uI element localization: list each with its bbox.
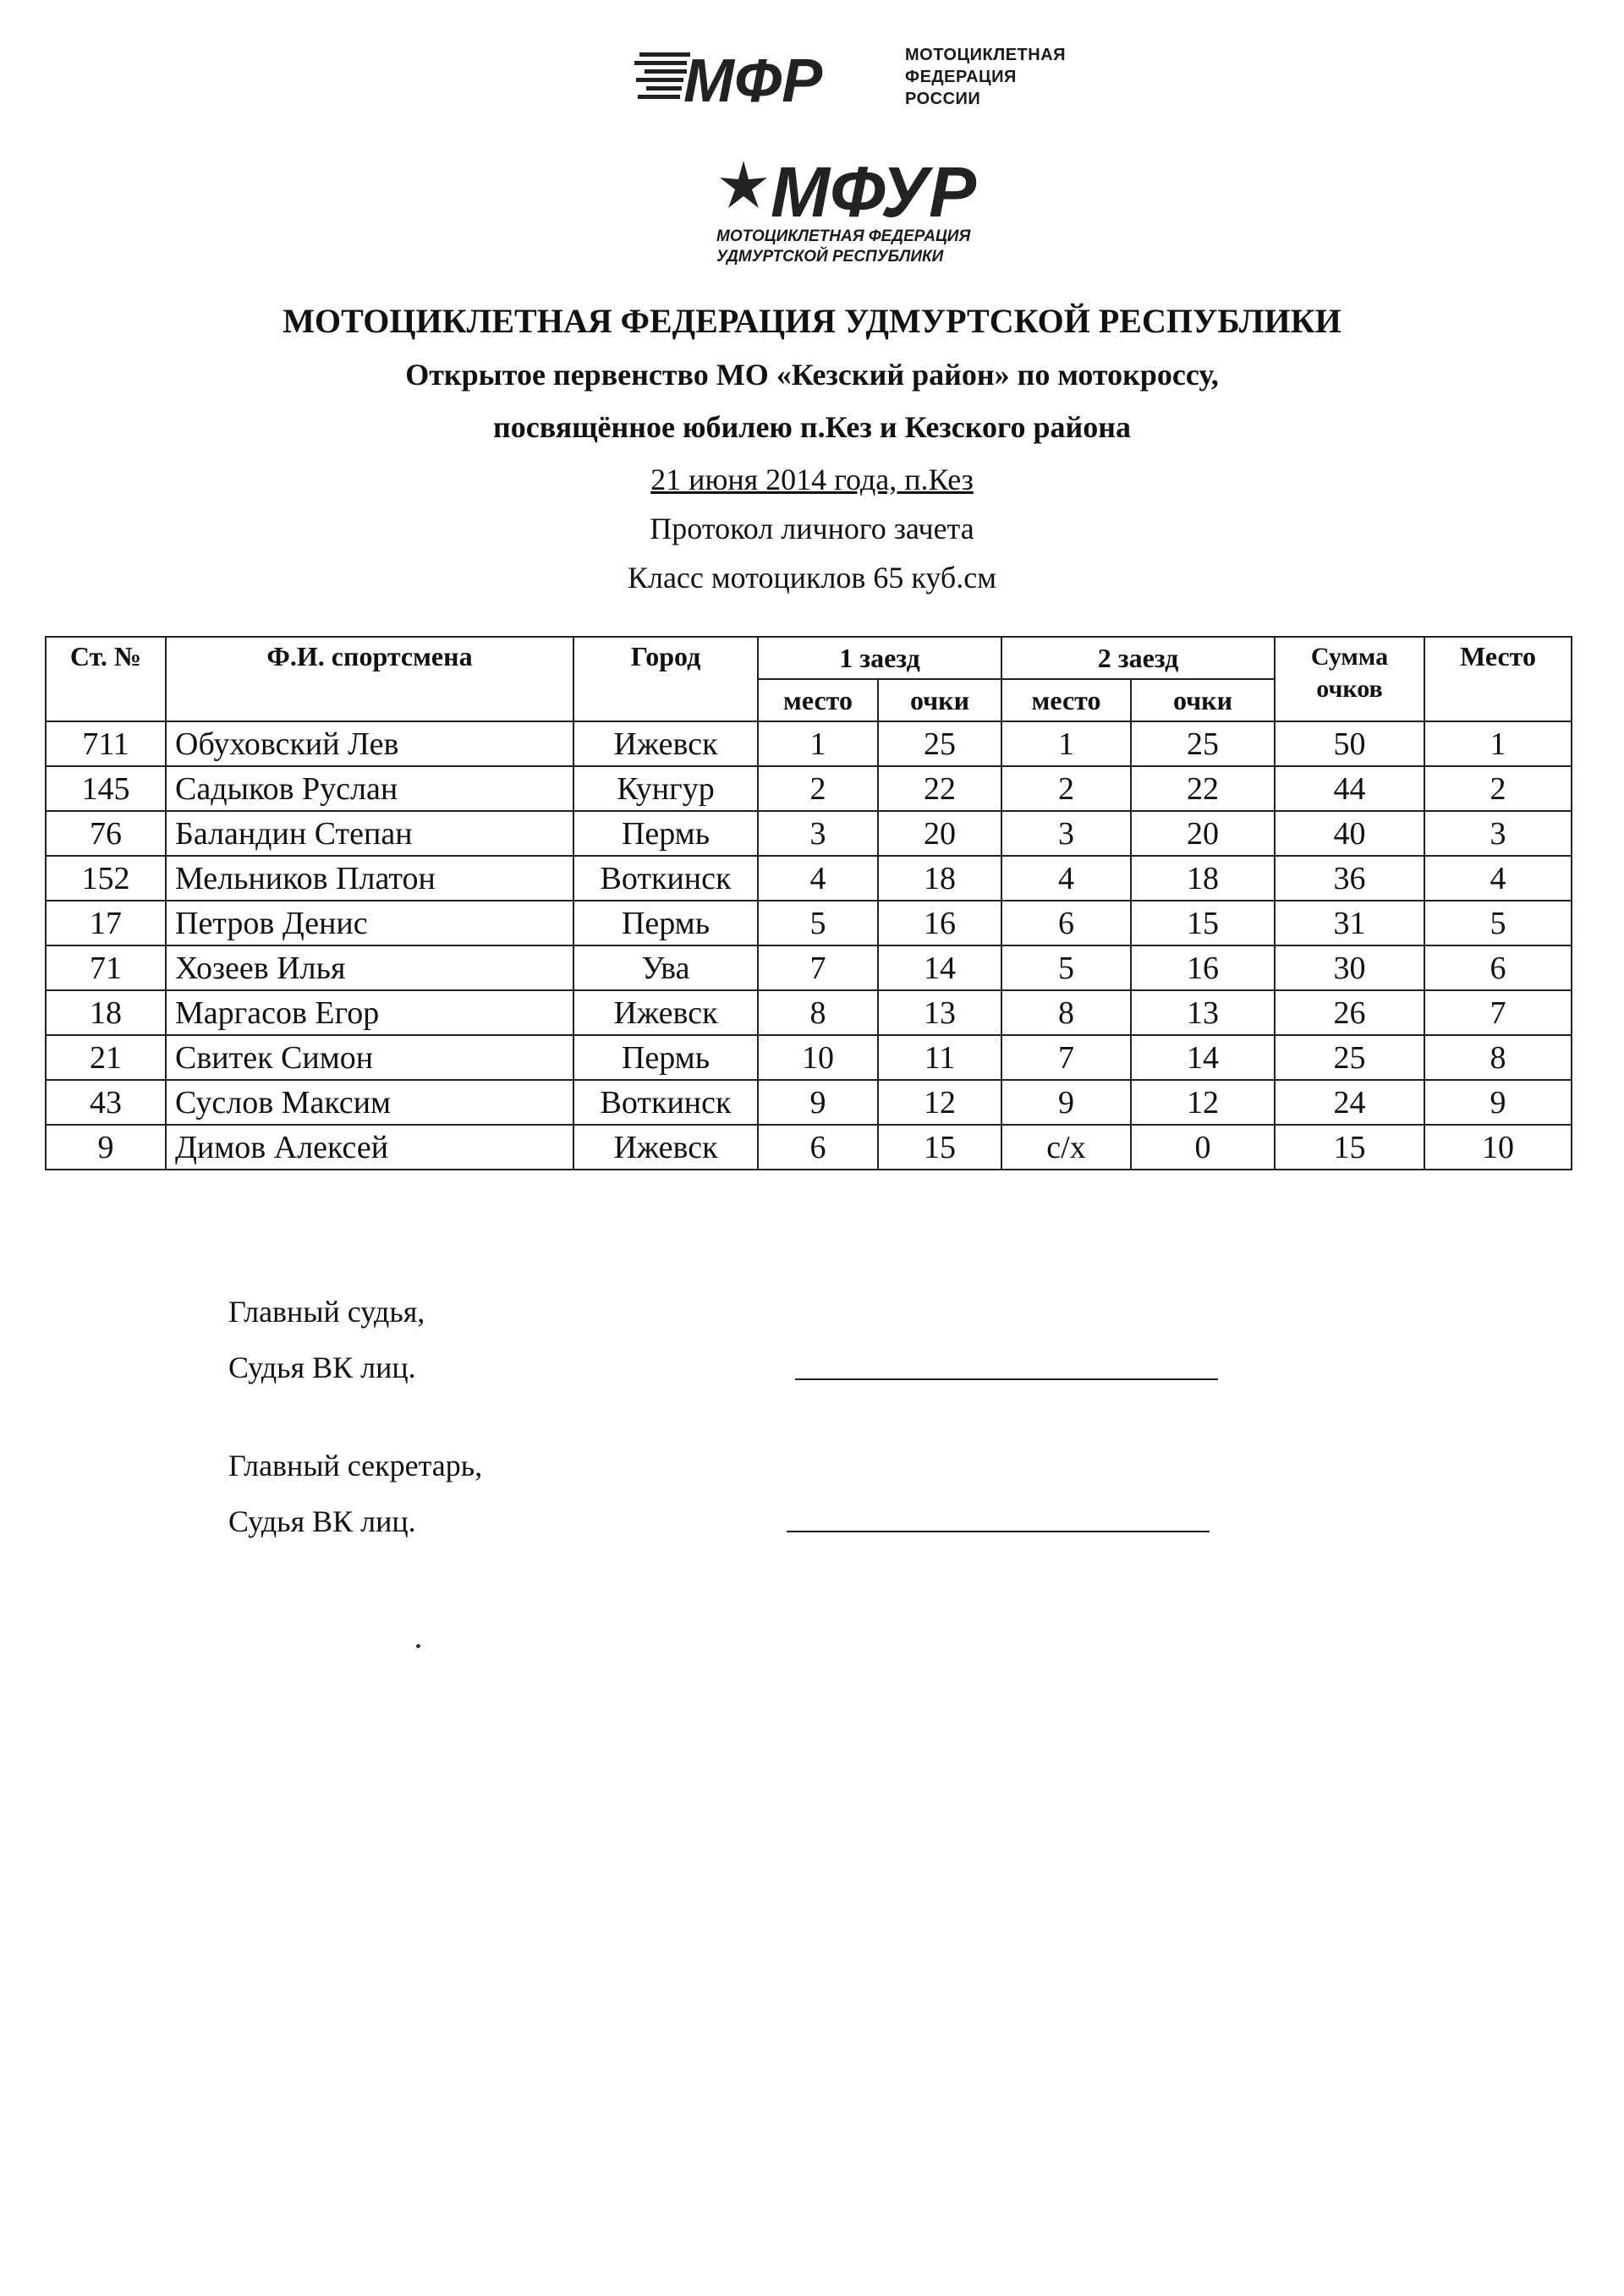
cell-city: Пермь <box>573 1035 758 1080</box>
cell-place: 5 <box>1424 901 1572 945</box>
stray-dot <box>416 1644 420 1648</box>
mfur-caption-line-1: МОТОЦИКЛЕТНАЯ ФЕДЕРАЦИЯ <box>716 227 971 245</box>
table-row <box>46 901 1572 945</box>
cell-heat-1-place: 8 <box>758 990 878 1035</box>
cell-place: 10 <box>1424 1125 1572 1170</box>
cell-heat-2-place: 7 <box>1001 1035 1131 1080</box>
chief-secretary-title: Главный секретарь, <box>228 1449 483 1482</box>
header-place: Место <box>1424 637 1572 721</box>
cell-heat-1-points: 14 <box>878 945 1001 990</box>
cell-name: Мельников Платон <box>166 856 573 901</box>
header-heat-2: 2 заезд <box>1001 637 1275 679</box>
header-city: Город <box>573 637 758 721</box>
cell-heat-1-place: 3 <box>758 811 878 856</box>
table-row <box>46 1125 1572 1170</box>
cell-name: Свитек Симон <box>166 1035 573 1080</box>
cell-heat-1-points: 13 <box>878 990 1001 1035</box>
cell-heat-2-points: 18 <box>1131 856 1275 901</box>
cell-start-no: 71 <box>46 945 166 990</box>
cell-place: 8 <box>1424 1035 1572 1080</box>
cell-place: 7 <box>1424 990 1572 1035</box>
cell-heat-2-place: 1 <box>1001 721 1131 766</box>
cell-heat-2-place: 2 <box>1001 766 1131 811</box>
cell-place: 2 <box>1424 766 1572 811</box>
cell-city: Кунгур <box>573 766 758 811</box>
header-heat-1: 1 заезд <box>758 637 1001 679</box>
cell-heat-1-points: 11 <box>878 1035 1001 1080</box>
cell-city: Воткинск <box>573 1080 758 1125</box>
table-row <box>46 766 1572 811</box>
cell-sum: 25 <box>1275 1035 1424 1080</box>
cell-heat-1-points: 16 <box>878 901 1001 945</box>
cell-name: Обуховский Лев <box>166 721 573 766</box>
chief-judge-signature-line <box>795 1378 1218 1380</box>
header-sum-line-1: Сумма <box>1310 643 1389 671</box>
cell-start-no: 21 <box>46 1035 166 1080</box>
mfr-logo <box>634 41 1125 121</box>
cell-heat-2-place: 5 <box>1001 945 1131 990</box>
cell-heat-1-points: 15 <box>878 1125 1001 1170</box>
cell-start-no: 9 <box>46 1125 166 1170</box>
cell-city: Ижевск <box>573 721 758 766</box>
mfur-logo-mark <box>715 151 1019 227</box>
cell-place: 3 <box>1424 811 1572 856</box>
cell-sum: 40 <box>1275 811 1424 856</box>
table-row <box>46 1080 1572 1125</box>
table-row <box>46 856 1572 901</box>
header-sum <box>1275 637 1424 721</box>
cell-city: Пермь <box>573 901 758 945</box>
class-title: Класс мотоциклов 65 куб.см <box>627 561 997 595</box>
cell-heat-2-place: 6 <box>1001 901 1131 945</box>
cell-start-no: 152 <box>46 856 166 901</box>
event-title-line-2: посвящённое юбилею п.Кез и Кезского района <box>493 410 1131 444</box>
header-start-no: Ст. № <box>46 637 166 721</box>
mfr-logo-mark <box>634 46 888 113</box>
cell-place: 9 <box>1424 1080 1572 1125</box>
cell-city: Пермь <box>573 811 758 856</box>
cell-heat-2-points: 15 <box>1131 901 1275 945</box>
mfr-logo-caption <box>905 44 1066 110</box>
star-icon <box>720 161 767 208</box>
cell-start-no: 18 <box>46 990 166 1035</box>
header-heat-2-place: место <box>1001 679 1131 721</box>
cell-heat-2-points: 22 <box>1131 766 1275 811</box>
cell-city: Ижевск <box>573 1125 758 1170</box>
cell-place: 1 <box>1424 721 1572 766</box>
cell-heat-2-place: 8 <box>1001 990 1131 1035</box>
cell-heat-1-points: 18 <box>878 856 1001 901</box>
cell-heat-1-points: 12 <box>878 1080 1001 1125</box>
table-header-row <box>46 637 1572 679</box>
cell-heat-2-points: 0 <box>1131 1125 1275 1170</box>
cell-heat-1-place: 4 <box>758 856 878 901</box>
cell-heat-1-place: 1 <box>758 721 878 766</box>
mfur-caption-line-2: УДМУРТСКОЙ РЕСПУБЛИКИ <box>716 248 944 266</box>
cell-heat-2-points: 20 <box>1131 811 1275 856</box>
cell-heat-1-place: 2 <box>758 766 878 811</box>
header-name: Ф.И. спортсмена <box>166 637 573 721</box>
cell-heat-2-points: 16 <box>1131 945 1275 990</box>
cell-name: Маргасов Егор <box>166 990 573 1035</box>
cell-heat-1-points: 22 <box>878 766 1001 811</box>
protocol-title: Протокол личного зачета <box>650 512 974 545</box>
header-sum-line-2: очков <box>1316 675 1383 703</box>
cell-start-no: 711 <box>46 721 166 766</box>
cell-heat-2-points: 13 <box>1131 990 1275 1035</box>
cell-heat-2-place: 3 <box>1001 811 1131 856</box>
mfr-logo-text: МФР <box>683 47 823 113</box>
header-heat-1-points: очки <box>878 679 1001 721</box>
cell-start-no: 17 <box>46 901 166 945</box>
cell-heat-1-place: 6 <box>758 1125 878 1170</box>
cell-heat-1-place: 10 <box>758 1035 878 1080</box>
cell-city: Ува <box>573 945 758 990</box>
chief-judge-rank: Судья ВК лиц. <box>228 1351 416 1384</box>
cell-heat-2-points: 14 <box>1131 1035 1275 1080</box>
table-row <box>46 945 1572 990</box>
cell-start-no: 145 <box>46 766 166 811</box>
cell-sum: 24 <box>1275 1080 1424 1125</box>
event-title-line-1: Открытое первенство МО «Кезский район» по мотокроссу, <box>405 358 1219 392</box>
cell-name: Садыков Руслан <box>166 766 573 811</box>
cell-start-no: 43 <box>46 1080 166 1125</box>
cell-name: Хозеев Илья <box>166 945 573 990</box>
date-place: 21 июня 2014 года, п.Кез <box>650 463 974 496</box>
cell-sum: 30 <box>1275 945 1424 990</box>
cell-sum: 26 <box>1275 990 1424 1035</box>
cell-heat-2-place: 9 <box>1001 1080 1131 1125</box>
cell-place: 4 <box>1424 856 1572 901</box>
table-row <box>46 1035 1572 1080</box>
mfur-logo-text: МФУР <box>771 152 977 227</box>
chief-secretary-signature-line <box>787 1531 1210 1532</box>
cell-name: Суслов Максим <box>166 1080 573 1125</box>
header-heat-2-points: очки <box>1131 679 1275 721</box>
cell-heat-2-place: с/х <box>1001 1125 1131 1170</box>
cell-heat-1-place: 9 <box>758 1080 878 1125</box>
chief-judge-title: Главный судья, <box>228 1295 425 1329</box>
cell-sum: 50 <box>1275 721 1424 766</box>
header-heat-1-place: место <box>758 679 878 721</box>
cell-name: Петров Денис <box>166 901 573 945</box>
cell-heat-1-place: 7 <box>758 945 878 990</box>
cell-sum: 15 <box>1275 1125 1424 1170</box>
cell-city: Ижевск <box>573 990 758 1035</box>
mfr-caption-line-3: РОССИИ <box>905 90 981 108</box>
cell-heat-2-points: 25 <box>1131 721 1275 766</box>
cell-name: Баландин Степан <box>166 811 573 856</box>
cell-name: Димов Алексей <box>166 1125 573 1170</box>
cell-heat-2-points: 12 <box>1131 1080 1275 1125</box>
table-row <box>46 721 1572 766</box>
mfr-caption-line-1: МОТОЦИКЛЕТНАЯ <box>905 46 1067 64</box>
org-title: МОТОЦИКЛЕТНАЯ ФЕДЕРАЦИЯ УДМУРТСКОЙ РЕСПУБЛИКИ <box>283 302 1341 340</box>
mfur-logo-caption <box>716 227 970 267</box>
cell-place: 6 <box>1424 945 1572 990</box>
chief-secretary-rank: Судья ВК лиц. <box>228 1504 416 1538</box>
cell-sum: 36 <box>1275 856 1424 901</box>
cell-heat-1-points: 20 <box>878 811 1001 856</box>
cell-sum: 31 <box>1275 901 1424 945</box>
cell-sum: 44 <box>1275 766 1424 811</box>
cell-heat-2-place: 4 <box>1001 856 1131 901</box>
mfr-caption-line-2: ФЕДЕРАЦИЯ <box>905 68 1017 86</box>
table-row <box>46 990 1572 1035</box>
cell-heat-1-points: 25 <box>878 721 1001 766</box>
cell-start-no: 76 <box>46 811 166 856</box>
cell-city: Воткинск <box>573 856 758 901</box>
results-table <box>45 636 1572 1170</box>
mfur-logo <box>715 151 1036 277</box>
table-row <box>46 811 1572 856</box>
cell-heat-1-place: 5 <box>758 901 878 945</box>
